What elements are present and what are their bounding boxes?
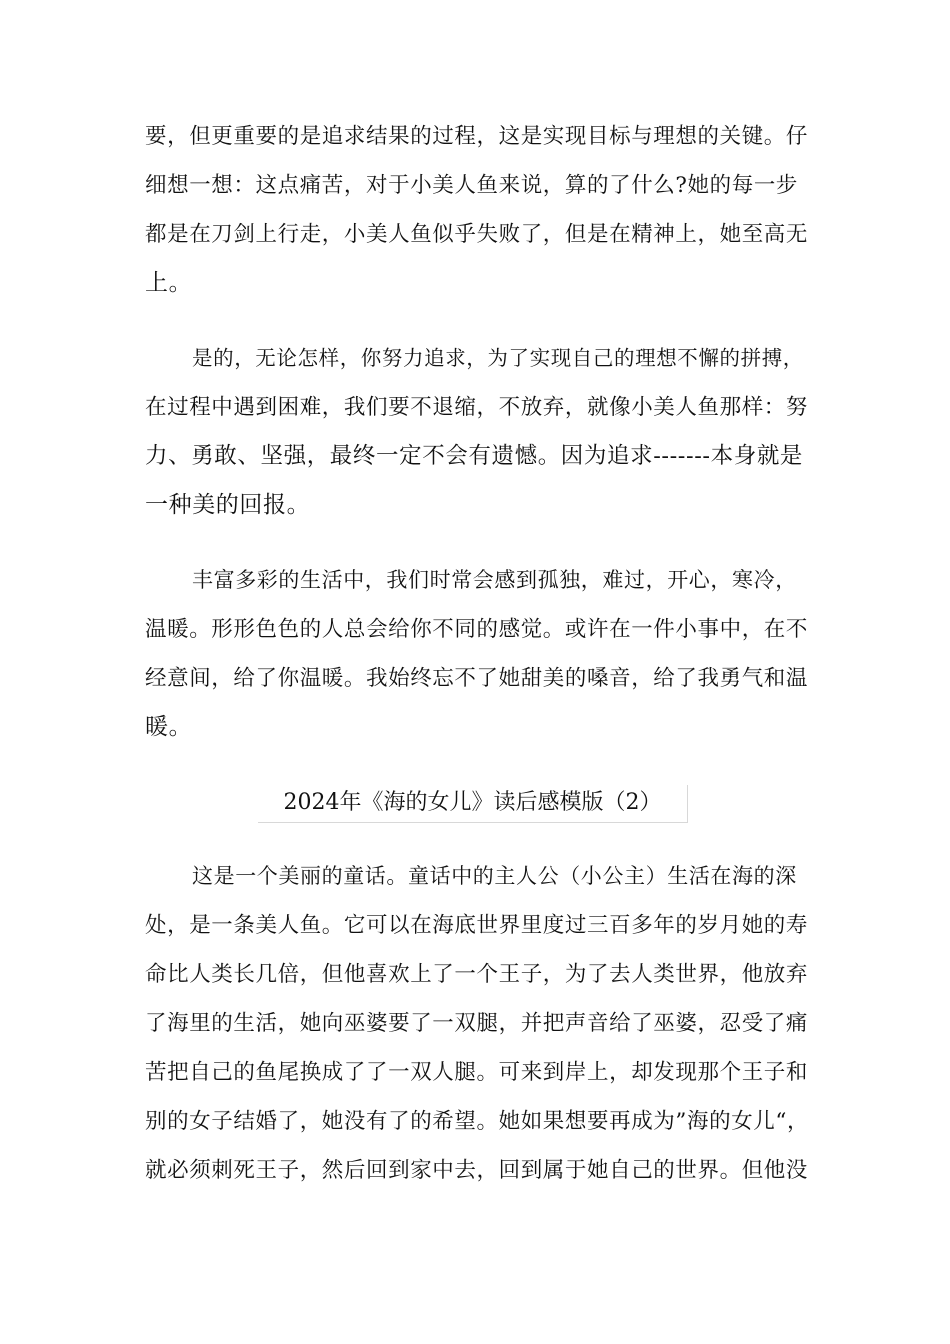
text-line: 要，但更重要的是追求结果的过程，这是实现目标与理想的关键。仔 <box>145 124 809 149</box>
text-line: 在过程中遇到困难，我们要不退缩，不放弃，就像小美人鱼那样：努 <box>145 395 809 420</box>
paragraph-fairy-tale <box>145 852 809 1195</box>
text-line: 力、勇敢、坚强，最终一定不会有遗憾。因为追求-------本身就是 <box>145 443 804 469</box>
section-heading: 2024年《海的女儿》读后感模版（2） <box>258 785 688 823</box>
text-line: 命比人类长几倍，但他喜欢上了一个王子，为了去人类世界，他放弃 <box>145 962 809 987</box>
text-line: 就必须刺死王子，然后回到家中去，回到属于她自己的世界。但他没 <box>145 1158 809 1183</box>
text-line: 一种美的回报。 <box>145 492 311 518</box>
text-line-content: 这是一个美丽的童话。童话中的主人公（小公主）生活在海的深 <box>192 864 797 888</box>
text-line: 温暖。形形色色的人总会给你不同的感觉。或许在一件小事中，在不 <box>145 617 809 642</box>
text-line: 经意间，给了你温暖。我始终忘不了她甜美的嗓音，给了我勇气和温 <box>145 666 809 691</box>
text-line: 别的女子结婚了，她没有了的希望。她如果想要再成为”海的女儿“， <box>145 1109 810 1134</box>
text-line-first <box>145 334 809 383</box>
text-line: 细想一想：这点痛苦，对于小美人鱼来说，算的了什么?她的每一步 <box>145 173 799 198</box>
text-line: 苦把自己的鱼尾换成了了一双人腿。可来到岸上，却发现那个王子和 <box>145 1060 809 1085</box>
paragraph-continuation <box>145 112 809 308</box>
text-line-content: 丰富多彩的生活中，我们时常会感到孤独，难过，开心，寒冷， <box>192 568 797 592</box>
text-line-first <box>145 852 809 901</box>
text-line: 上。 <box>145 270 193 296</box>
paragraph-warmth <box>145 556 809 752</box>
text-line: 都是在刀剑上行走，小美人鱼似乎失败了，但是在精神上，她至高无 <box>145 222 809 247</box>
text-line: 了海里的生活，她向巫婆要了一双腿，并把声音给了巫婆，忍受了痛 <box>145 1011 809 1036</box>
text-line-first <box>145 556 809 605</box>
text-line-content: 是的，无论怎样，你努力追求，为了实现自己的理想不懈的拼搏， <box>192 346 804 370</box>
paragraph-pursuit <box>145 334 809 530</box>
text-line: 暖。 <box>145 714 193 740</box>
text-line: 处，是一条美人鱼。它可以在海底世界里度过三百多年的岁月她的寿 <box>145 913 809 938</box>
